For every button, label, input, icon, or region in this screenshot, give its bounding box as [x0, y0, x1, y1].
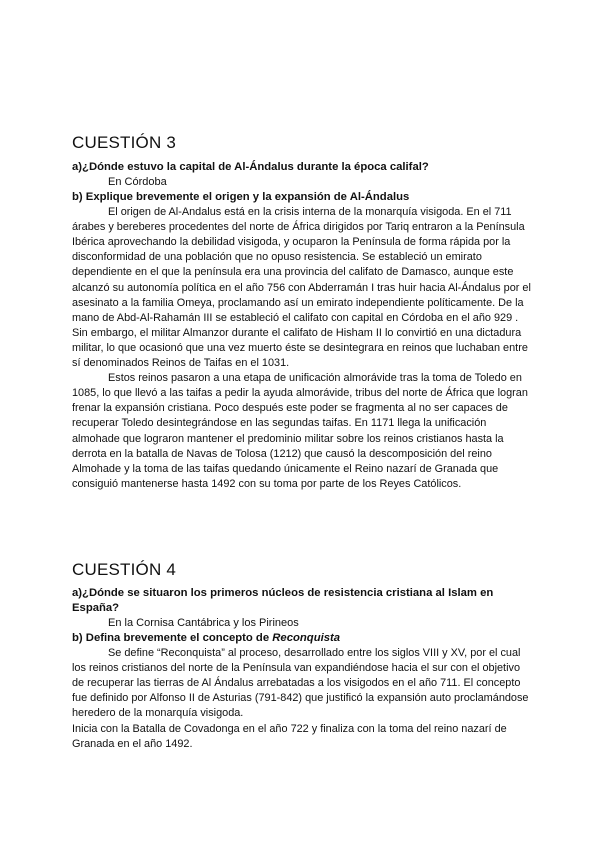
question-4b-emphasis: Reconquista	[272, 632, 341, 645]
answer-3a: En Córdoba	[108, 176, 167, 188]
section-heading-4: CUESTIÓN 4	[72, 560, 177, 579]
answer-4a: En la Cornisa Cantábrica y los Pirineos	[108, 617, 299, 629]
answer-3b-paragraph-2: Estos reinos pasaron a una etapa de unificación almorávide tras la toma de Toledo en 1085, lo que llevó a las taifas a pedir la ayuda almorávide, tribus del norte de África que logran frenar la expansión cristiana. Poco después este poder se fragmenta al no ser capaces de recuperar Toledo desintegrándose en las segundas taifas. En 1171 llega la unificación almohade que lograron mantener el predominio militar sobre los reinos cristianos hasta la derrota en la batalla de Navas de Tolosa (1212) que causó la descomposición del reino Almohade y la toma de las taifas quedando únicamente el Reino nazarí de Granada que consiguió mantenerse hasta 1492 con su toma por parte de los Reyes Católicos.	[72, 372, 528, 490]
question-4b-text: b) Defina brevemente el concepto de	[72, 632, 273, 645]
section-3-body	[72, 160, 532, 492]
section-4-body	[72, 586, 532, 752]
answer-3b-paragraph-1: El origen de Al-Andalus está en la crisis interna de la monarquía visigoda. En el 711 árabes y bereberes procedentes del norte de África dirigidos por Tariq entraron a la Península Ibérica aprovechando la debilidad visigoda, y ocuparon la Península de forma rápida por la disconformidad de una población que no opuso resistencia. Se estableció un emirato dependiente en el que la península era una provincia del califato de Damasco, aunque este alcanzó su autonomía política en el año 756 con Abderramán I tras huir hacia Al-Ándalus por el asesinato a la familia Omeya, proclamando así un emirato independiente políticamente. De la mano de Abd-Al-Rahamán III se estableció el califato con capital en Córdoba en el año 929 . Sin embargo, el militar Almanzor durante el califato de Hisham II lo convirtió en una dictadura militar, lo que ocasionó que una vez muerto éste se desintegrara en reinos que luchaban entre sí denominados Reinos de Taifas en el 1031.	[72, 206, 531, 370]
answer-4b-paragraph-1: Se define “Reconquista” al proceso, desarrollado entre los siglos VIII y XV, por el cual los reinos cristianos del norte de la Península van expandiéndose hacia el sur con el objetivo de recuperar las tierras de Al Ándalus arrebatadas a los visigodos en el año 711. El concepto fue definido por Alfonso II de Asturias (791-842) que justificó la expansión auto proclamándose heredero de la monarquía visigoda.	[72, 647, 529, 720]
question-3b: b) Explique brevemente el origen y la expansión de Al-Ándalus	[72, 191, 410, 204]
section-heading-3: CUESTIÓN 3	[72, 133, 177, 152]
answer-4b-closing: Inicia con la Batalla de Covadonga en el año 722 y finaliza con la toma del reino nazarí de Granada en el año 1492.	[72, 722, 507, 750]
question-4b	[72, 631, 532, 646]
question-4a: a)¿Dónde se situaron los primeros núcleos de resistencia cristiana al Islam en España?	[72, 587, 494, 614]
question-3a: a)¿Dónde estuvo la capital de Al-Ándalus durante la época califal?	[72, 161, 429, 173]
